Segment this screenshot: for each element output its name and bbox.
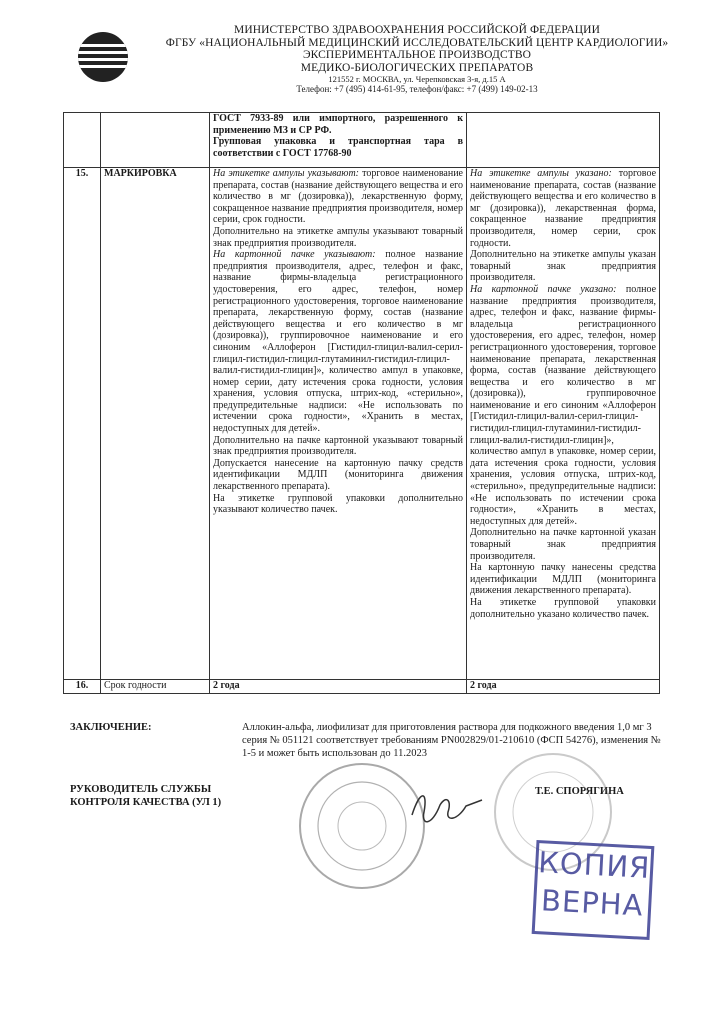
copy-stamp-line: КОПИЯ [537,845,652,885]
conclusion-label: ЗАКЛЮЧЕНИЕ: [70,722,152,733]
signatory-role-line: КОНТРОЛЯ КАЧЕСТВА (УЛ 1) [70,797,222,808]
conclusion-text: Аллокин-альфа, лиофилизат для приготовления раствора для подкожного введения 1,0 мг 3 серия № 051121 соответствует требованиям PN002829/01-210610 (ФСП 54276), изменения № 1-5 и может быть использован до 11.2023 [242,722,661,759]
department-subname: МЕДИКО-БИОЛОГИЧЕСКИХ ПРЕПАРАТОВ [300,61,534,74]
cell-text: На картонную пачку нанесены средства идентификации МДЛП (мониторинга движения лекарственного препарата). [470,562,656,597]
cell-text: На этикетке ампулы указано: [470,168,612,179]
signatory-role-line: РУКОВОДИТЕЛЬ СЛУЖБЫ [70,784,212,795]
copy-stamp-line: ВЕРНА [540,883,645,923]
cell-text: полное название предприятия производителя, адрес, телефон и факс, название фирмы-владельца регистрационного удостоверения, его адрес, телефон, номер регистрационного удостоверения, торговое наименование препарата, лекарственную форму, состав (название действующего вещества и его количество в мг (дозировка)), группировочное наименование и его синоним «Аллоферон [Гистидил-глицил-валил-серил-глицил-гистидил-глицил-глутаминил-гистидил-глицил-валил-гистидил-глицин]», количество ампул в упаковке, номер серии, дату истечения срока годности, условия хранения, условия отпуска, штрих-код, «стерильно», предупредительные надписи: «Не использовать по истечении срока годности», «Хранить в местах, недоступных для детей». [213,249,463,435]
cell-text: На этикетке ампулы указывают: [213,168,360,179]
cell-text: На картонной пачке указывают: [213,249,376,261]
cell-text: торговое наименование препарата, состав (название действующего вещества и его количество в мг (дозировка)), лекарственная форма, сокращенное название предприятия производителя, номер серии, срок годности. [470,168,657,249]
cell-text: Допускается нанесение на картонную пачку средств идентификации МДЛП (мониторинга движения лекарственного препарата). [213,457,463,493]
department-name: ЭКСПЕРИМЕНТАЛЬНОЕ ПРОИЗВОДСТВО [302,49,532,61]
address: 121552 г. МОСКВА, ул. Черепковская 3-я, д.15 А [328,74,506,84]
phones: Телефон: +7 (495) 414-61-95, телефон/факс: +7 (499) 149-02-13 [296,84,538,94]
cell-text: Групповая упаковка и транспортная тара в соответствии с ГОСТ 17768-90 [213,136,463,159]
requirement-cell: 2 года [210,680,467,694]
row-number: 16. [64,680,101,694]
row-number: 15. [64,168,101,680]
result-cell: 2 года [467,680,660,694]
cell-text: полное название предприятия производителя, адрес, телефон и факс, название фирмы-владельца регистрационного удостоверения, его адрес, телефон, номер регистрационного удостоверения, торговое наименование препарата, лекарственная форма, состав (название действующего вещества и его количество в мг (дозировка)), группировочное наименование и его синоним «Аллоферон [Гистидил-глицил-валил-серил-глицил-гистидил-глицил-глутаминил-гистидил-глицил-валил-гистидил-глицин]», количество ампул в упаковке, номер серии, дата истечения срока годности, условия хранения, условия отпуска, штрих-код, «стерильно», предупредительные надписи: «Не использовать по истечении срока годности», «Хранить в местах, недоступных для детей». [470,283,657,527]
cell-text: Дополнительно на пачке картонной указывают товарный знак предприятия производителя. [213,434,463,458]
cell-text: На картонной пачке указано: [470,283,617,295]
round-seal-left [300,764,424,888]
cell-text: На этикетке групповой упаковки дополнительно указано количество пачек. [470,596,656,620]
cell-text: ГОСТ 7933-89 или импортного, разрешенного к применению МЗ и СР РФ. [213,113,463,136]
cell-text: На этикетке групповой упаковки дополнительно указывают количество пачек. [213,492,463,516]
row-name: Срок годности [101,680,210,694]
signatory-name: Т.Е. СПОРЯГИНА [535,786,624,797]
cell-text: торговое наименование препарата, состав (название действующего вещества и его количество в мг (дозировка)), лекарственную форму, сокращенное название предприятия производителя, номер серии, срок годности. [213,168,463,226]
row-name: МАРКИРОВКА [101,168,210,680]
ministry-name: МИНИСТЕРСТВО ЗДРАВООХРАНЕНИЯ РОССИЙСКОЙ ФЕДЕРАЦИИ [234,24,600,36]
cell-text: Дополнительно на этикетке ампулы указывают товарный знак предприятия производителя. [213,225,463,249]
cell-text: Дополнительно на пачке картонной указан товарный знак предприятия производителя. [470,527,656,562]
institution-name: ФГБУ «НАЦИОНАЛЬНЫЙ МЕДИЦИНСКИЙ ИССЛЕДОВАТЕЛЬСКИЙ ЦЕНТР КАРДИОЛОГИИ» [165,36,669,49]
cell-text: Дополнительно на этикетке ампулы указан товарный знак предприятия производителя. [470,249,656,284]
copy-certified-stamp [532,840,655,940]
